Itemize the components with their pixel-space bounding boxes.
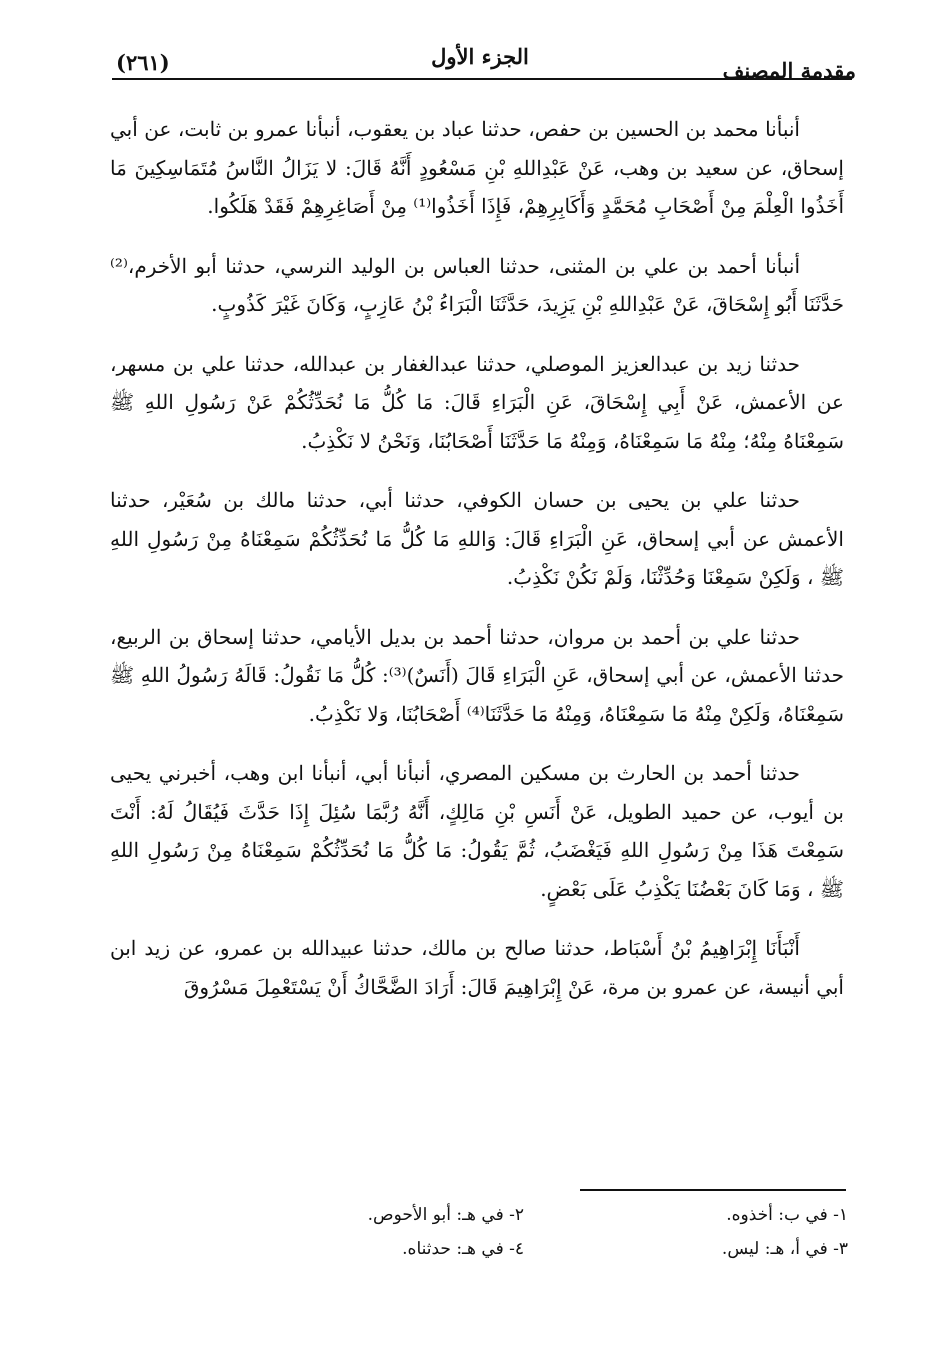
footnote-divider [580, 1189, 846, 1191]
footnote: ٤- في هـ: حدثناه. [402, 1239, 524, 1259]
paragraph: حدثنا علي بن يحيى بن حسان الكوفي، حدثنا أبي، حدثنا مالك بن سُعَيْر، حدثنا الأعمش عن أبي إسحاق، عَنِ الْبَرَاءِ قَالَ: وَاللهِ مَا كُلُّ مَا نُحَدِّثُكُمْ سَمِعْنَاهُ مِنْ رَسُولِ اللهِ ﷺ ، وَلَكِنْ سَمِعْنَا وَحُدِّثْنَا، وَلَمْ نَكُنْ نَكْذِبُ. [110, 488, 844, 589]
paragraph: أنبأنا محمد بن الحسين بن حفص، حدثنا عباد بن يعقوب، أنبأنا عمرو بن ثابت، عن أبي إسحاق، عن سعيد بن وهب، عَنْ عَبْدِاللهِ بْنِ مَسْعُودٍ أَنَّهُ قَالَ: لا يَزَالُ النَّاسُ مُتَمَاسِكِينَ مَا أَخَذُوا الْعِلْمَ مِنْ أَصْحَابِ مُحَمَّدٍ وَأَكَابِرِهِمْ، فَإِذَا أَخَذُوا⁽¹⁾ مِنْ أَصَاغِرِهِمْ فَقَدْ هَلَكُوا. [110, 117, 844, 218]
header-divider [112, 78, 852, 80]
paragraph: حدثنا علي بن أحمد بن مروان، حدثنا أحمد بن بديل الأيامي، حدثنا إسحاق بن الربيع، حدثنا الأعمش، عن أبي إسحاق، عَنِ الْبَرَاءِ قَالَ (أَنَسٌ)⁽³⁾: كُلُّ مَا نَقُولُ: قَالَهُ رَسُولُ اللهِ ﷺ سَمِعْنَاهُ، وَلَكِنْ مِنْهُ مَا سَمِعْنَاهُ، وَمِنْهُ مَا حَدَّثَنَا⁽⁴⁾ أَصْحَابُنَا، وَلا نَكْذِبُ. [110, 624, 844, 726]
paragraph: أَنْبَأَنَا إِبْرَاهِيمُ بْنُ أَسْبَاط، حدثنا صالح بن مالك، حدثنا عبيدالله بن عمرو، عن زيد ابن أبي أنيسة، عن عمرو بن مرة، عَنْ إِبْرَاهِيمَ قَالَ: أَرَادَ الضَّحَّاكُ أَنْ يَسْتَعْمِلَ مَسْرُوقَ [110, 936, 844, 999]
footnotes [200, 1205, 848, 1259]
page-number: (٢٦١) [116, 50, 170, 75]
footnote: ١- في ب: أخذوه. [726, 1205, 848, 1225]
paragraph: حدثنا زيد بن عبدالعزيز الموصلي، حدثنا عبدالغفار بن عبدالله، حدثنا علي بن مسهر، عن الأعمش، عَنْ أَبِي إِسْحَاقَ، عَنِ الْبَرَاءِ قَالَ: مَا كُلُّ مَا نُحَدِّثُكُمْ عَنْ رَسُولِ اللهِ ﷺ سَمِعْنَاهُ مِنْهُ؛ مِنْهُ مَا سَمِعْنَاهُ، وَمِنْهُ مَا حَدَّثَنَا أَصْحَابُنَا، وَنَحْنُ لا نَكْذِبُ. [110, 351, 844, 453]
main-text [110, 110, 844, 1027]
running-head [112, 40, 856, 83]
paragraph: حدثنا أحمد بن الحارث بن مسكين المصري، أنبأنا أبي، أنبأنا ابن وهب، أخبرني يحيى بن أيوب، عن حميد الطويل، عَنْ أَنَسِ بْنِ مَالِكٍ، أَنَّهُ رُبَّمَا سُئِلَ إِذَا حَدَّثَ فَيُقَالُ لَهُ: أَنْتَ سَمِعْتَ هَذَا مِنْ رَسُولِ اللهِ فَيَغْضَبُ، ثُمَّ يَقُولُ: مَا كُلُّ مَا نُحَدِّثُكُمْ سَمِعْنَاهُ مِنْ رَسُولِ اللهِ ﷺ ، وَمَا كَانَ بَعْضُنَا يَكْذِبُ عَلَى بَعْضٍ. [110, 761, 844, 901]
paragraph: أنبأنا أحمد بن علي بن المثنى، حدثنا العباس بن الوليد النرسي، حدثنا أبو الأخرم،⁽²⁾ حَدَّثَنَا أَبُو إِسْحَاقَ، عَنْ عَبْدِاللهِ بْنِ يَزِيدَ، حَدَّثَنَا الْبَرَاءُ بْنُ عَازِبٍ، وَكَانَ غَيْرَ كَذُوبٍ. [110, 253, 844, 316]
footnote: ٢- في هـ: أبو الأحوص. [367, 1205, 524, 1225]
volume-label: الجزء الأول [431, 44, 529, 69]
footnote: ٣- في أ، هـ: ليس. [721, 1239, 848, 1259]
section-title: مقدمة المصنف [722, 58, 856, 83]
